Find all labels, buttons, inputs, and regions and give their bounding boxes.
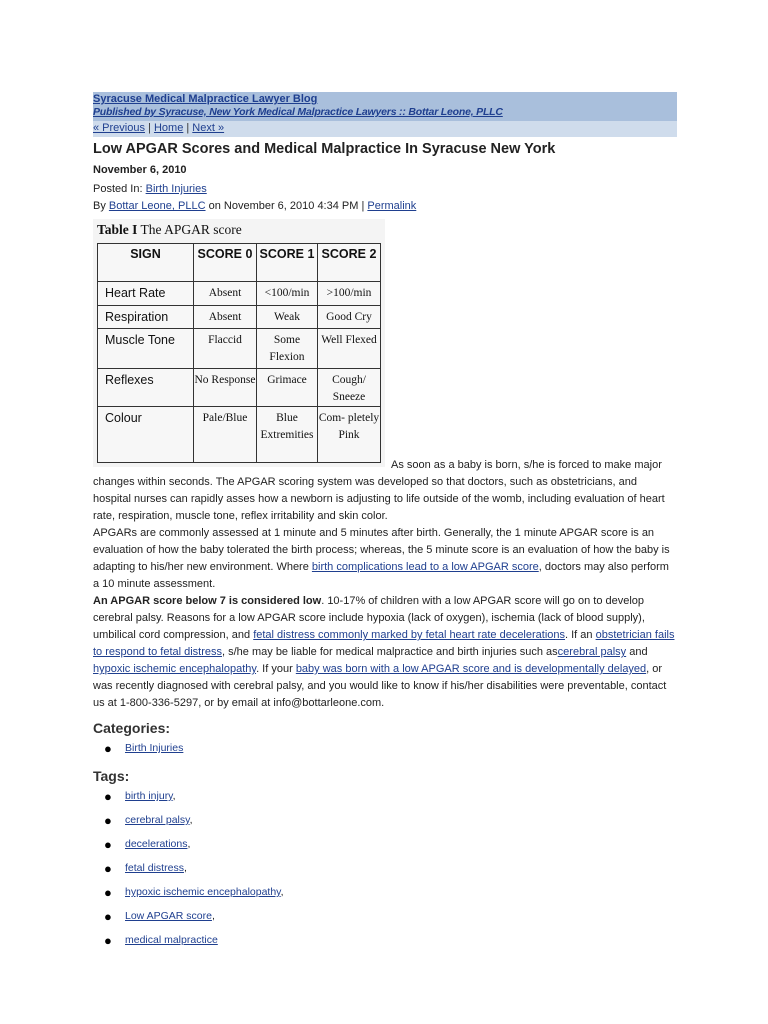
table-cell: No Response — [194, 369, 257, 407]
nav-separator: | — [148, 122, 151, 134]
table-cell: Heart Rate — [98, 282, 194, 306]
tag-link[interactable]: hypoxic ischemic encephalopathy — [125, 886, 281, 898]
nav-separator: | — [186, 122, 190, 134]
paragraph-assessment — [93, 525, 677, 593]
apgar-table-caption — [97, 222, 242, 238]
cerebral-palsy-link[interactable]: cerebral palsy — [557, 646, 627, 658]
table-cell: Some Flexion — [257, 329, 318, 369]
apgar-header-row — [98, 244, 381, 282]
table-cell: Com- pletely Pink — [318, 407, 381, 463]
table-cell: Good Cry — [318, 306, 381, 329]
list-item — [93, 742, 677, 755]
text-segment: APGARs are commonly assessed at 1 minute and 5 minutes after birth. Generally, the 1 minute APGAR score is an evaluation of how the baby tolerated the birth process; whereas, the 5 minute score is an evaluation of how the baby is adapting to his/her new environment. Where — [93, 527, 670, 573]
post-body — [93, 457, 677, 712]
categories-heading: Categories: — [93, 720, 171, 736]
header-sign: SIGN — [98, 244, 194, 282]
post-date: November 6, 2010 — [93, 164, 187, 176]
blog-header — [93, 92, 677, 121]
by-label: By — [93, 200, 106, 212]
bullet-icon: ● — [104, 813, 112, 828]
list-item — [93, 862, 677, 875]
posted-in-label: Posted In: — [93, 183, 143, 195]
category-link-birth-injuries[interactable]: Birth Injuries — [145, 183, 207, 195]
post-navigation — [93, 121, 677, 137]
blog-page — [93, 92, 677, 958]
home-link[interactable]: Home — [153, 122, 184, 134]
header-score-1: SCORE 1 — [257, 244, 318, 282]
bullet-icon: ● — [104, 837, 112, 852]
bullet-icon: ● — [104, 861, 112, 876]
tag-link[interactable]: birth injury — [125, 790, 173, 802]
table-cell: Flaccid — [194, 329, 257, 369]
tag-link[interactable]: Low APGAR score — [125, 910, 212, 922]
table-cell: >100/min — [318, 282, 381, 306]
table-cell: Weak — [257, 306, 318, 329]
table-cell: Cough/ Sneeze — [318, 369, 381, 407]
list-item — [93, 910, 677, 923]
table-row — [98, 329, 381, 369]
tag-link[interactable]: medical malpractice — [125, 934, 218, 946]
bullet-icon: ● — [104, 909, 112, 924]
previous-link[interactable]: « Previous — [93, 122, 145, 134]
table-cell: Absent — [194, 306, 257, 329]
obstetrician-fails-link[interactable]: obstetrician fails to respond to fetal distress — [93, 629, 675, 658]
tag-separator: , — [189, 814, 193, 826]
low-score-emphasis: An APGAR score below 7 is considered low — [93, 595, 322, 607]
text-segment: , or was recently diagnosed with cerebral palsy, and you would like to know if his/her disabilities were preventable, contact us at 1-800-336-5297, or by email at info@bottarleone.com. — [93, 663, 667, 709]
post-timestamp: on November 6, 2010 4:34 PM | — [208, 200, 365, 212]
apgar-table-image — [93, 219, 385, 467]
caption-text: The APGAR score — [140, 222, 242, 237]
paragraph-intro: As soon as a baby is born, s/he is forced to make major changes within seconds. The APGAR scoring system was developed so that doctors, such as obstetricians, and hospital nurses can rapidly asses how a newborn is adjusting to life outside of the womb, including evaluation of heart rate, respiration, muscle tone, reflex irritability and skin color. — [93, 459, 665, 522]
tag-link[interactable]: cerebral palsy — [125, 814, 190, 826]
table-cell: Muscle Tone — [98, 329, 194, 369]
bullet-icon: ● — [104, 933, 112, 948]
tag-separator: , — [280, 886, 284, 898]
bullet-icon: ● — [104, 789, 112, 804]
table-cell: Absent — [194, 282, 257, 306]
caption-label: Table I — [97, 222, 138, 237]
table-row — [98, 369, 381, 407]
posted-in — [93, 182, 677, 196]
tags-heading: Tags: — [93, 768, 130, 784]
table-cell: Well Flexed — [318, 329, 381, 369]
table-cell: Blue Extremities — [257, 407, 318, 463]
author-link[interactable]: Bottar Leone, PLLC — [108, 200, 206, 212]
hypoxic-ischemic-link[interactable]: hypoxic ischemic encephalopathy — [93, 663, 257, 675]
list-item — [93, 838, 677, 851]
table-row — [98, 282, 381, 306]
tags-list — [93, 790, 677, 947]
list-item — [93, 814, 677, 827]
list-item — [93, 934, 677, 947]
developmentally-delayed-link[interactable]: baby was born with a low APGAR score and is developmentally delayed — [295, 663, 647, 675]
post-title: Low APGAR Scores and Medical Malpractice In Syracuse New York — [93, 141, 556, 157]
table-row — [98, 306, 381, 329]
list-item — [93, 790, 677, 803]
birth-complications-link[interactable]: birth complications lead to a low APGAR score — [311, 561, 539, 573]
table-cell: Grimace — [257, 369, 318, 407]
category-link[interactable]: Birth Injuries — [125, 742, 184, 754]
fetal-distress-decelerations-link[interactable]: fetal distress commonly marked by fetal heart rate decelerations — [253, 629, 566, 641]
tag-separator: , — [187, 838, 191, 850]
text-segment: , doctors may also perform a 10 minute assessment. — [93, 561, 669, 590]
table-cell: Respiration — [98, 306, 194, 329]
text-segment: . If your — [256, 663, 293, 675]
blog-subtitle-link[interactable]: Published by Syracuse, New York Medical Malpractice Lawyers :: Bottar Leone, PLLC — [93, 106, 503, 118]
tag-separator: , — [211, 910, 215, 922]
table-cell: Reflexes — [98, 369, 194, 407]
categories-list — [93, 742, 677, 755]
bullet-icon: ● — [104, 741, 112, 756]
tag-link[interactable]: decelerations — [125, 838, 188, 850]
tag-link[interactable]: fetal distress — [125, 862, 184, 874]
permalink-link[interactable]: Permalink — [367, 200, 417, 212]
header-score-2: SCORE 2 — [318, 244, 381, 282]
table-row — [98, 407, 381, 463]
list-item — [93, 886, 677, 899]
byline — [93, 199, 677, 213]
header-score-0: SCORE 0 — [194, 244, 257, 282]
table-cell: Pale/Blue — [194, 407, 257, 463]
bullet-icon: ● — [104, 885, 112, 900]
paragraph-low-score — [93, 593, 677, 712]
table-cell: <100/min — [257, 282, 318, 306]
table-cell: Colour — [98, 407, 194, 463]
tag-separator: , — [172, 790, 176, 802]
next-link[interactable]: Next » — [192, 122, 225, 134]
text-segment: . If an — [565, 629, 593, 641]
text-segment: and — [629, 646, 648, 658]
text-segment: . 10-17% of children with a low APGAR score will go on to develop cerebral palsy. Reasons for a low APGAR score include hypoxia (lack of oxygen), ischemia (lack of blood supply), umbilical cord compression, and — [93, 595, 645, 641]
text-segment: , s/he may be liable for medical malpractice and birth injuries such as — [222, 646, 558, 658]
blog-title-link[interactable]: Syracuse Medical Malpractice Lawyer Blog — [93, 93, 318, 105]
tag-separator: , — [183, 862, 187, 874]
apgar-table — [97, 243, 381, 463]
